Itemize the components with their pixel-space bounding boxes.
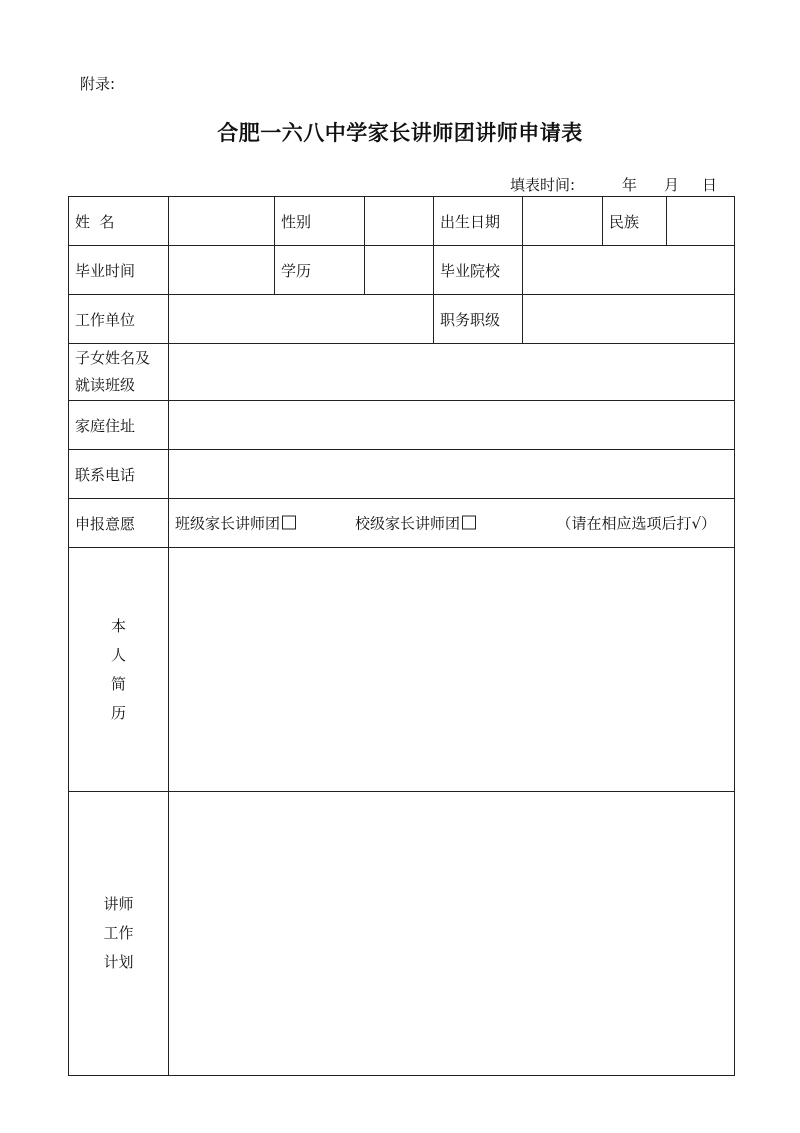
name-field[interactable] <box>169 197 275 246</box>
address-field[interactable] <box>169 401 735 450</box>
graduation-time-label: 毕业时间 <box>69 246 169 295</box>
gender-field[interactable] <box>365 197 434 246</box>
education-label: 学历 <box>275 246 365 295</box>
ethnicity-label: 民族 <box>603 197 667 246</box>
row-education <box>69 246 735 295</box>
graduated-school-field[interactable] <box>523 246 735 295</box>
form-title: 合肥一六八中学家长讲师团讲师申请表 <box>217 121 583 145</box>
graduation-time-field[interactable] <box>169 246 275 295</box>
child-label-line1: 子女姓名及 <box>75 349 151 367</box>
class-checkbox[interactable] <box>282 516 296 530</box>
class-lecturer-option <box>175 513 296 534</box>
month-label: 月 <box>664 176 680 194</box>
class-lecturer-text: 班级家长讲师团 <box>175 514 281 533</box>
graduated-school-label: 毕业院校 <box>434 246 523 295</box>
resume-field[interactable] <box>169 548 735 792</box>
appendix-label: 附录: <box>80 75 116 93</box>
row-phone <box>69 450 735 499</box>
birth-date-label: 出生日期 <box>434 197 523 246</box>
intent-note: （请在相应选项后打√） <box>556 514 716 533</box>
work-unit-field[interactable] <box>169 295 434 344</box>
row-basic-info <box>69 197 735 246</box>
application-form-table <box>68 196 735 1076</box>
day-label: 日 <box>702 176 718 194</box>
address-label: 家庭住址 <box>69 401 169 450</box>
fill-date-line <box>510 174 717 195</box>
resume-char: 历 <box>110 703 126 722</box>
row-plan <box>69 792 735 1076</box>
work-plan-label <box>69 792 169 1076</box>
school-checkbox[interactable] <box>462 516 476 530</box>
year-label: 年 <box>622 176 638 194</box>
resume-char: 人 <box>110 645 126 664</box>
plan-line: 计划 <box>103 953 134 971</box>
gender-label: 性别 <box>275 197 365 246</box>
row-address <box>69 401 735 450</box>
birth-date-field[interactable] <box>523 197 603 246</box>
row-child <box>69 344 735 401</box>
work-plan-field[interactable] <box>169 792 735 1076</box>
school-lecturer-option <box>355 513 476 534</box>
fill-date-label: 填表时间: <box>510 176 576 194</box>
child-class-field[interactable] <box>169 344 735 401</box>
resume-char: 简 <box>110 674 126 693</box>
row-resume <box>69 548 735 792</box>
education-field[interactable] <box>365 246 434 295</box>
name-label: 姓 名 <box>69 197 169 246</box>
child-label-line2: 就读班级 <box>75 376 136 394</box>
resume-char: 本 <box>110 616 126 635</box>
plan-line: 讲师 <box>103 895 134 913</box>
phone-field[interactable] <box>169 450 735 499</box>
intent-options <box>169 499 735 548</box>
child-class-label <box>69 344 169 401</box>
row-intent <box>69 499 735 548</box>
work-unit-label: 工作单位 <box>69 295 169 344</box>
position-label: 职务职级 <box>434 295 523 344</box>
row-work <box>69 295 735 344</box>
plan-line: 工作 <box>103 924 134 942</box>
intent-label: 申报意愿 <box>69 499 169 548</box>
school-lecturer-text: 校级家长讲师团 <box>355 514 461 533</box>
position-field[interactable] <box>523 295 735 344</box>
resume-label <box>69 548 169 792</box>
phone-label: 联系电话 <box>69 450 169 499</box>
ethnicity-field[interactable] <box>667 197 735 246</box>
